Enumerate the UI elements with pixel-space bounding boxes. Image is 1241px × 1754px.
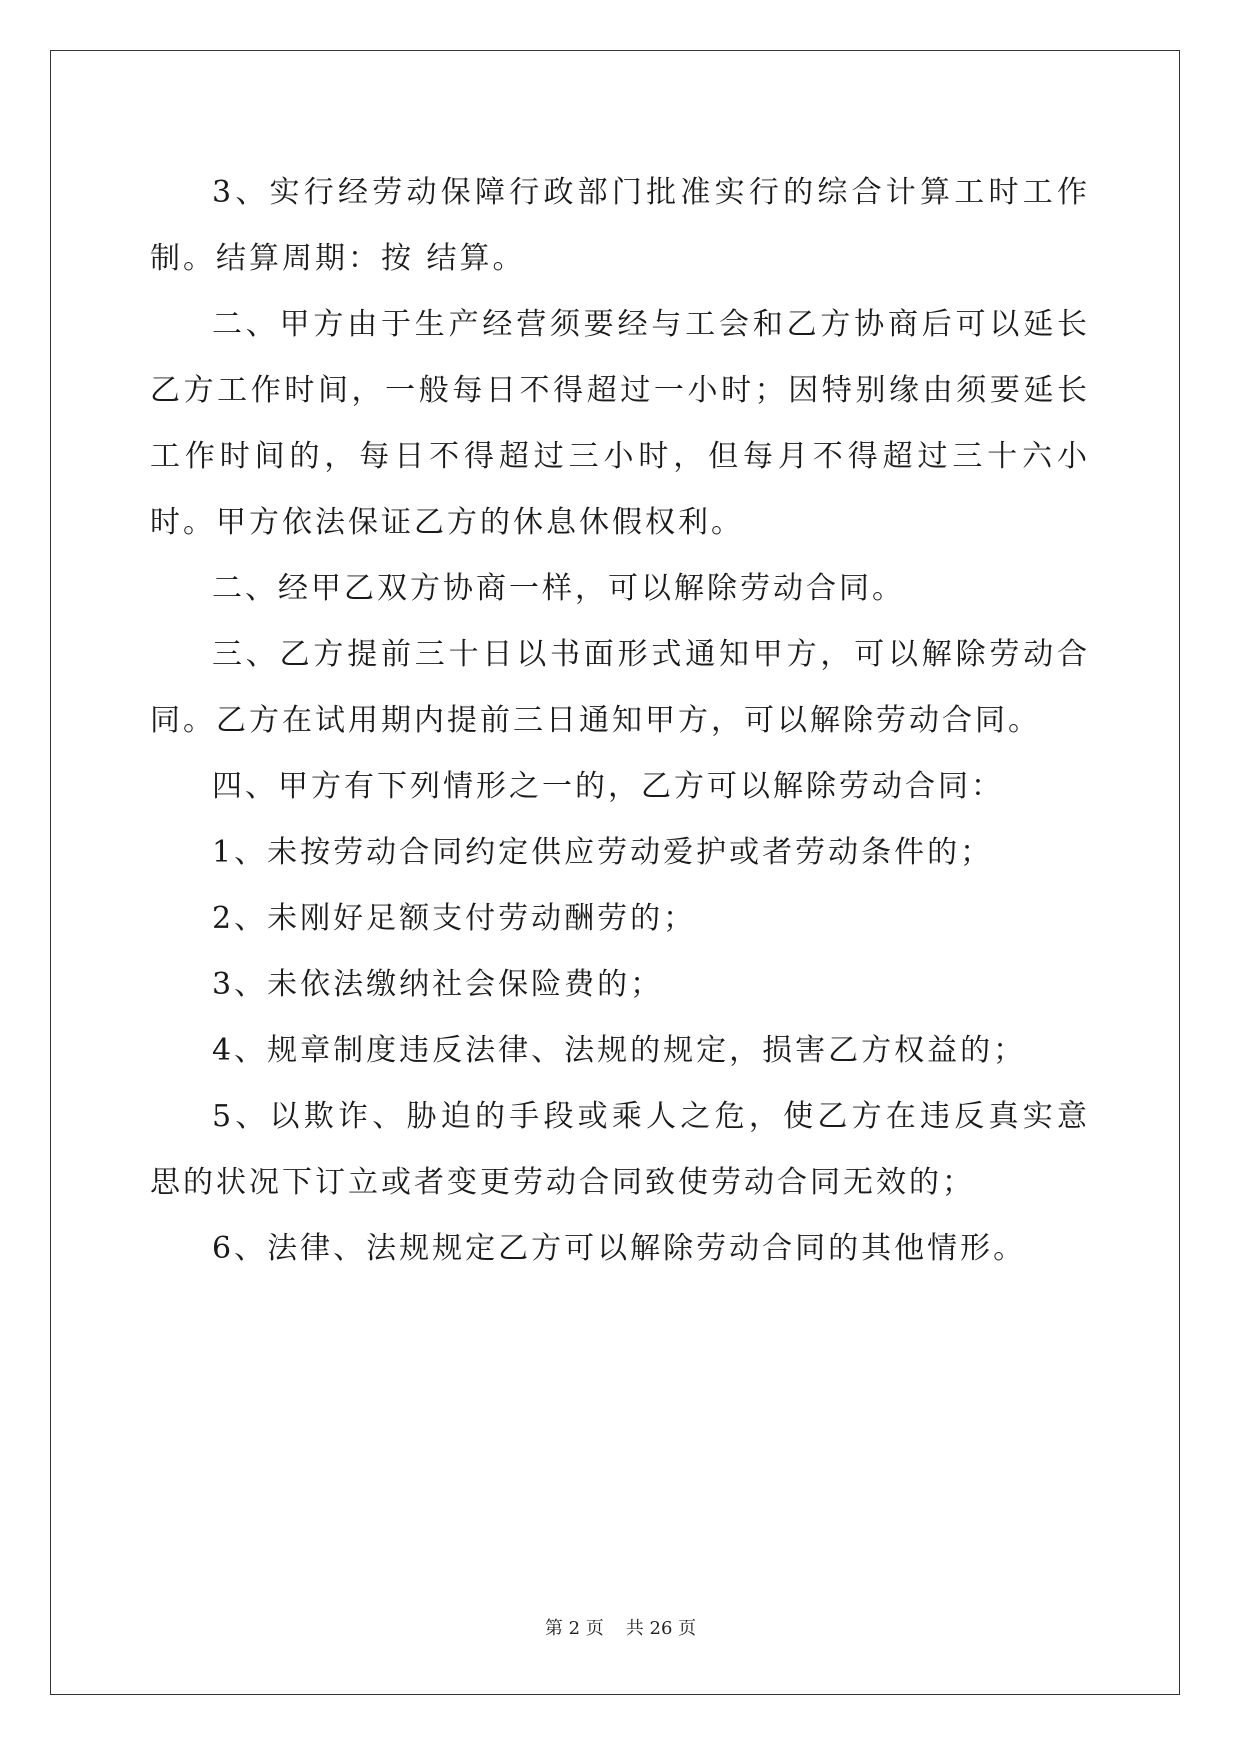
list-item-1: 1、未按劳动合同约定供应劳动爱护或者劳动条件的；: [212, 835, 994, 870]
list-item-4: 4、规章制度违反法律、法规的规定，损害乙方权益的；: [212, 1033, 1027, 1068]
paragraph-overtime: 二、甲方由于生产经营须要经与工会和乙方协商后可以延长乙方工作时间，一般每日不得超过一小时；因特别缘由须要延长工作时间的，每日不得超过三小时，但每月不得超过三十六小时。甲方依法保证乙方的休息休假权利。: [150, 307, 1090, 540]
list-item-2: 2、未刚好足额支付劳动酬劳的；: [212, 901, 697, 936]
page-footer: [0, 1614, 1241, 1640]
paragraph-mutual-termination: 二、经甲乙双方协商一样，可以解除劳动合同。: [212, 571, 905, 606]
paragraph-settlement-cycle: 3、实行经劳动保障行政部门批准实行的综合计算工时工作制。结算周期：按 结算。: [150, 175, 1090, 276]
list-item-5: 5、以欺诈、胁迫的手段或乘人之危，使乙方在违反真实意思的状况下订立或者变更劳动合同致使劳动合同无效的；: [150, 1099, 1090, 1200]
paragraph-employer-conditions: 四、甲方有下列情形之一的，乙方可以解除劳动合同：: [212, 769, 1004, 804]
list-item-6: 6、法律、法规规定乙方可以解除劳动合同的其他情形。: [212, 1231, 1027, 1266]
list-item-3: 3、未依法缴纳社会保险费的；: [212, 967, 664, 1002]
page-number-total: 共 26 页: [625, 1618, 697, 1639]
document-body: [150, 160, 1090, 1282]
paragraph-notice-termination: 三、乙方提前三十日以书面形式通知甲方，可以解除劳动合同。乙方在试用期内提前三日通知甲方，可以解除劳动合同。: [150, 637, 1090, 738]
page-number-current: 第 2 页: [544, 1618, 604, 1639]
